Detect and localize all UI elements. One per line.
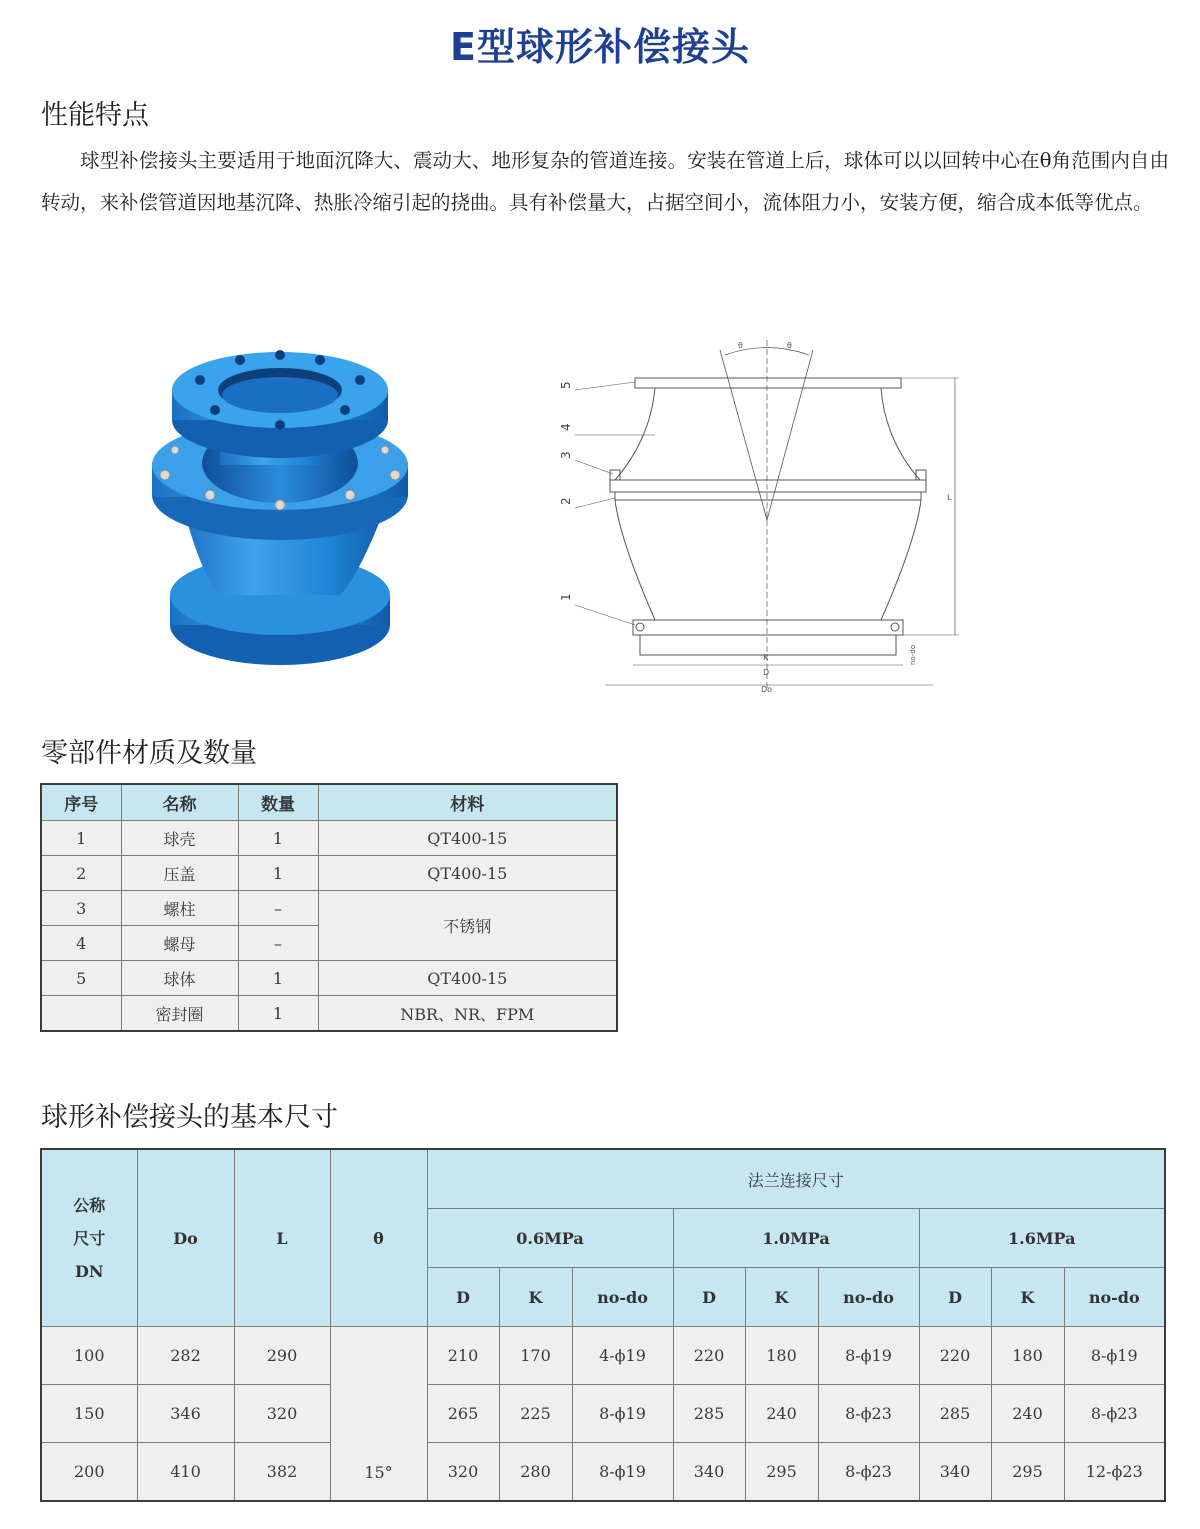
cell: 100 bbox=[41, 1327, 137, 1385]
cell: 150 bbox=[41, 1385, 137, 1443]
table-row bbox=[41, 1443, 1165, 1502]
sub-header: K bbox=[991, 1268, 1064, 1327]
cell: 280 bbox=[499, 1443, 572, 1502]
callout-3: 3 bbox=[559, 451, 573, 459]
cell: 4 bbox=[41, 926, 121, 961]
cell: 290 bbox=[234, 1327, 330, 1385]
cell: 1 bbox=[238, 961, 318, 996]
cell: 282 bbox=[137, 1327, 234, 1385]
cell: 4-ϕ19 bbox=[572, 1327, 673, 1385]
sub-header: no-do bbox=[1064, 1268, 1165, 1327]
pressure-header: 1.0MPa bbox=[673, 1209, 919, 1268]
cell: 320 bbox=[427, 1443, 499, 1502]
dn-header-line: DN bbox=[75, 1261, 104, 1281]
page-title: E型球形补偿接头 bbox=[450, 25, 750, 69]
dims-heading: 球形补偿接头的基本尺寸 bbox=[41, 1102, 338, 1133]
cell: 8-ϕ19 bbox=[818, 1327, 919, 1385]
cell: 170 bbox=[499, 1327, 572, 1385]
technical-drawing bbox=[555, 330, 975, 700]
cell: 382 bbox=[234, 1443, 330, 1502]
dn-header-line: 公称 bbox=[73, 1195, 106, 1215]
cell: 410 bbox=[137, 1443, 234, 1502]
parts-header-no: 序号 bbox=[41, 784, 121, 821]
cell bbox=[41, 996, 121, 1032]
table-row bbox=[41, 1327, 1165, 1385]
parts-header-qty: 数量 bbox=[238, 784, 318, 821]
cell: 220 bbox=[673, 1327, 745, 1385]
cell: QT400-15 bbox=[318, 961, 617, 996]
theta-header: θ bbox=[330, 1149, 427, 1327]
sub-header: K bbox=[745, 1268, 818, 1327]
cell: 不锈钢 bbox=[318, 891, 617, 961]
l-header: L bbox=[234, 1149, 330, 1327]
cell: 340 bbox=[673, 1443, 745, 1502]
pressure-header: 1.6MPa bbox=[919, 1209, 1165, 1268]
features-heading: 性能特点 bbox=[41, 100, 149, 131]
cell: 265 bbox=[427, 1385, 499, 1443]
cell: QT400-15 bbox=[318, 821, 617, 856]
sub-header: D bbox=[427, 1268, 499, 1327]
parts-header-material: 材料 bbox=[318, 784, 617, 821]
theta-label-2: θ bbox=[787, 341, 792, 350]
cell: 球体 bbox=[121, 961, 238, 996]
cell: – bbox=[238, 926, 318, 961]
table-row bbox=[41, 891, 617, 926]
cell: 295 bbox=[991, 1443, 1064, 1502]
cell: – bbox=[238, 891, 318, 926]
D-label: D bbox=[763, 668, 770, 677]
cell: 285 bbox=[673, 1385, 745, 1443]
cell: 密封圈 bbox=[121, 996, 238, 1032]
cell: 320 bbox=[234, 1385, 330, 1443]
cell: 1 bbox=[41, 821, 121, 856]
parts-header-name: 名称 bbox=[121, 784, 238, 821]
cell: 3 bbox=[41, 891, 121, 926]
cell: 12-ϕ23 bbox=[1064, 1443, 1165, 1502]
sub-header: K bbox=[499, 1268, 572, 1327]
parts-heading: 零部件材质及数量 bbox=[41, 738, 257, 769]
cell: 5 bbox=[41, 961, 121, 996]
cell: 8-ϕ23 bbox=[1064, 1385, 1165, 1443]
theta-label: θ bbox=[738, 341, 743, 350]
sub-header: no-do bbox=[572, 1268, 673, 1327]
cell: 压盖 bbox=[121, 856, 238, 891]
cell: 180 bbox=[991, 1327, 1064, 1385]
callout-4: 4 bbox=[559, 423, 573, 431]
theta-value: 15° bbox=[330, 1327, 427, 1502]
cell: 1 bbox=[238, 821, 318, 856]
cell: 8-ϕ23 bbox=[818, 1443, 919, 1502]
cell: 340 bbox=[919, 1443, 991, 1502]
table-row bbox=[41, 961, 617, 996]
sub-header: D bbox=[919, 1268, 991, 1327]
L-label: L bbox=[947, 493, 952, 502]
cell: QT400-15 bbox=[318, 856, 617, 891]
table-row bbox=[41, 996, 617, 1032]
cell: NBR、NR、FPM bbox=[318, 996, 617, 1032]
cell: 285 bbox=[919, 1385, 991, 1443]
cell: 8-ϕ19 bbox=[572, 1385, 673, 1443]
cell: 200 bbox=[41, 1443, 137, 1502]
cell: 8-ϕ19 bbox=[572, 1443, 673, 1502]
cell: 180 bbox=[745, 1327, 818, 1385]
dn-header bbox=[41, 1149, 137, 1327]
cell: 2 bbox=[41, 856, 121, 891]
cell: 210 bbox=[427, 1327, 499, 1385]
table-row bbox=[41, 856, 617, 891]
callout-1: 1 bbox=[559, 593, 573, 601]
Do-label: Do bbox=[761, 685, 773, 694]
do-header: Do bbox=[137, 1149, 234, 1327]
cell: 8-ϕ19 bbox=[1064, 1327, 1165, 1385]
nodo-label: no-do bbox=[909, 644, 917, 665]
pressure-header: 0.6MPa bbox=[427, 1209, 673, 1268]
cell: 1 bbox=[238, 996, 318, 1032]
cell: 螺母 bbox=[121, 926, 238, 961]
cell: 295 bbox=[745, 1443, 818, 1502]
cell: 球壳 bbox=[121, 821, 238, 856]
table-row bbox=[41, 821, 617, 856]
cell: 225 bbox=[499, 1385, 572, 1443]
cell: 1 bbox=[238, 856, 318, 891]
cell: 240 bbox=[991, 1385, 1064, 1443]
product-photo bbox=[140, 345, 430, 675]
dims-table bbox=[40, 1148, 1166, 1502]
cell: 240 bbox=[745, 1385, 818, 1443]
sub-header: no-do bbox=[818, 1268, 919, 1327]
table-row bbox=[41, 1385, 1165, 1443]
dn-header-line: 尺寸 bbox=[73, 1228, 106, 1248]
parts-table bbox=[40, 783, 618, 1032]
callout-2: 2 bbox=[559, 497, 573, 505]
cell: 8-ϕ23 bbox=[818, 1385, 919, 1443]
callout-5: 5 bbox=[559, 381, 573, 389]
cell: 螺柱 bbox=[121, 891, 238, 926]
K-label: K bbox=[763, 653, 769, 662]
cell: 346 bbox=[137, 1385, 234, 1443]
cell: 220 bbox=[919, 1327, 991, 1385]
flange-header: 法兰连接尺寸 bbox=[427, 1149, 1165, 1209]
sub-header: D bbox=[673, 1268, 745, 1327]
features-text: 球型补偿接头主要适用于地面沉降大、震动大、地形复杂的管道连接。安装在管道上后，球体可以以回转中心在θ角范围内自由转动，来补偿管道因地基沉降、热胀冷缩引起的挠曲。具有补偿量大，占据空间小，流体阻力小，安装方便，缩合成本低等优点。 bbox=[41, 149, 1169, 214]
